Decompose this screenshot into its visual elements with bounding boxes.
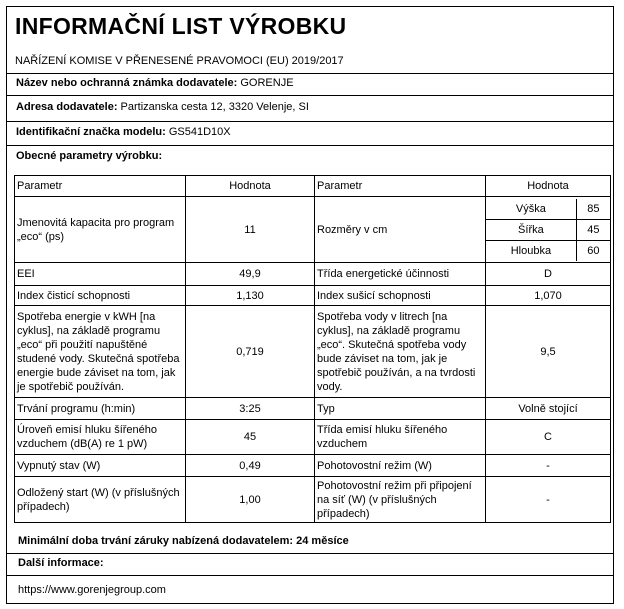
sheet-title: INFORMAČNÍ LIST VÝROBKU — [15, 13, 347, 39]
cleaning-index-value: 1,130 — [186, 286, 315, 306]
divider — [7, 73, 613, 74]
noise-class-value: C — [486, 420, 611, 455]
table-row — [15, 455, 611, 477]
energy-consumption-label: Spotřeba energie v kWH [na cyklus], na základě programu „eco“ při použití napuštěné studené vody. Skutečná spotřeba energie bude záviset na tom, jak je spotřebič používán. — [15, 306, 186, 398]
width-label: Šířka — [486, 219, 576, 240]
header-param: Parametr — [15, 176, 186, 197]
height-value: 85 — [576, 199, 610, 220]
parameters-table — [14, 175, 611, 523]
warranty-line — [18, 535, 349, 547]
off-mode-value: 0,49 — [186, 455, 315, 477]
noise-class-label: Třída emisí hluku šířeného vzduchem — [315, 420, 486, 455]
drying-index-label: Index sušicí schopnosti — [315, 286, 486, 306]
divider — [7, 575, 613, 576]
warranty-value: 24 měsíce — [296, 535, 349, 547]
dimensions-label: Rozměry v cm — [315, 197, 486, 263]
address-line — [16, 101, 309, 113]
type-value: Volně stojící — [486, 398, 611, 420]
table-row — [15, 306, 611, 398]
model-line — [16, 126, 231, 138]
program-duration-value: 3:25 — [186, 398, 315, 420]
off-mode-label: Vypnutý stav (W) — [15, 455, 186, 477]
height-label: Výška — [486, 199, 576, 220]
energy-class-value: D — [486, 263, 611, 286]
cleaning-index-label: Index čisticí schopnosti — [15, 286, 186, 306]
model-label: Identifikační značka modelu: — [16, 126, 166, 138]
water-consumption-label: Spotřeba vody v litrech [na cyklus], na základě programu „eco“. Skutečná spotřeba vody bude záviset na tom, jak je spotřebič používán, a na tvrdosti vody. — [315, 306, 486, 398]
header-value: Hodnota — [486, 176, 611, 197]
additional-info-url[interactable]: https://www.gorenjegroup.com — [18, 584, 166, 596]
general-params-heading: Obecné parametry výrobku: — [16, 150, 163, 162]
supplier-label: Název nebo ochranná známka dodavatele: — [16, 77, 238, 89]
table-row — [15, 420, 611, 455]
depth-label: Hloubka — [486, 240, 576, 261]
table-row — [15, 286, 611, 306]
regulation-subtitle: NAŘÍZENÍ KOMISE V PŘENESENÉ PRAVOMOCI (EU) 2019/2017 — [15, 55, 344, 67]
additional-info-heading: Další informace: — [18, 557, 104, 569]
supplier-value: GORENJE — [240, 77, 294, 89]
delay-start-label: Odložený start (W) (v příslušných případech) — [15, 477, 186, 523]
noise-label: Úroveň emisí hluku šířeného vzduchem (dB(A) re 1 pW) — [15, 420, 186, 455]
warranty-label: Minimální doba trvání záruky nabízená dodavatelem: — [18, 535, 294, 547]
standby-label: Pohotovostní režim (W) — [315, 455, 486, 477]
divider — [7, 95, 613, 96]
width-value: 45 — [576, 219, 610, 240]
divider — [7, 121, 613, 122]
header-value: Hodnota — [186, 176, 315, 197]
address-label: Adresa dodavatele: — [16, 101, 118, 113]
product-info-sheet — [6, 6, 614, 604]
type-label: Typ — [315, 398, 486, 420]
capacity-value: 11 — [186, 197, 315, 263]
drying-index-value: 1,070 — [486, 286, 611, 306]
energy-class-label: Třída energetické účinnosti — [315, 263, 486, 286]
energy-consumption-value: 0,719 — [186, 306, 315, 398]
dimensions-cell — [486, 197, 611, 263]
networked-standby-label: Pohotovostní režim při připojení na síť (W) (v příslušných případech) — [315, 477, 486, 523]
dimensions-table — [486, 199, 610, 261]
program-duration-label: Trvání programu (h:min) — [15, 398, 186, 420]
supplier-line — [16, 77, 294, 89]
eei-label: EEI — [15, 263, 186, 286]
capacity-label: Jmenovitá kapacita pro program „eco“ (ps) — [15, 197, 186, 263]
model-value: GS541D10X — [168, 126, 231, 138]
standby-value: - — [486, 455, 611, 477]
table-row — [15, 398, 611, 420]
table-row — [15, 197, 611, 263]
noise-value: 45 — [186, 420, 315, 455]
divider — [7, 145, 613, 146]
table-row — [15, 477, 611, 523]
address-value: Partizanska cesta 12, 3320 Velenje, SI — [120, 101, 309, 113]
delay-start-value: 1,00 — [186, 477, 315, 523]
divider — [7, 553, 613, 554]
table-header-row — [15, 176, 611, 197]
depth-value: 60 — [576, 240, 610, 261]
eei-value: 49,9 — [186, 263, 315, 286]
networked-standby-value: - — [486, 477, 611, 523]
header-param: Parametr — [315, 176, 486, 197]
table-row — [15, 263, 611, 286]
water-consumption-value: 9,5 — [486, 306, 611, 398]
